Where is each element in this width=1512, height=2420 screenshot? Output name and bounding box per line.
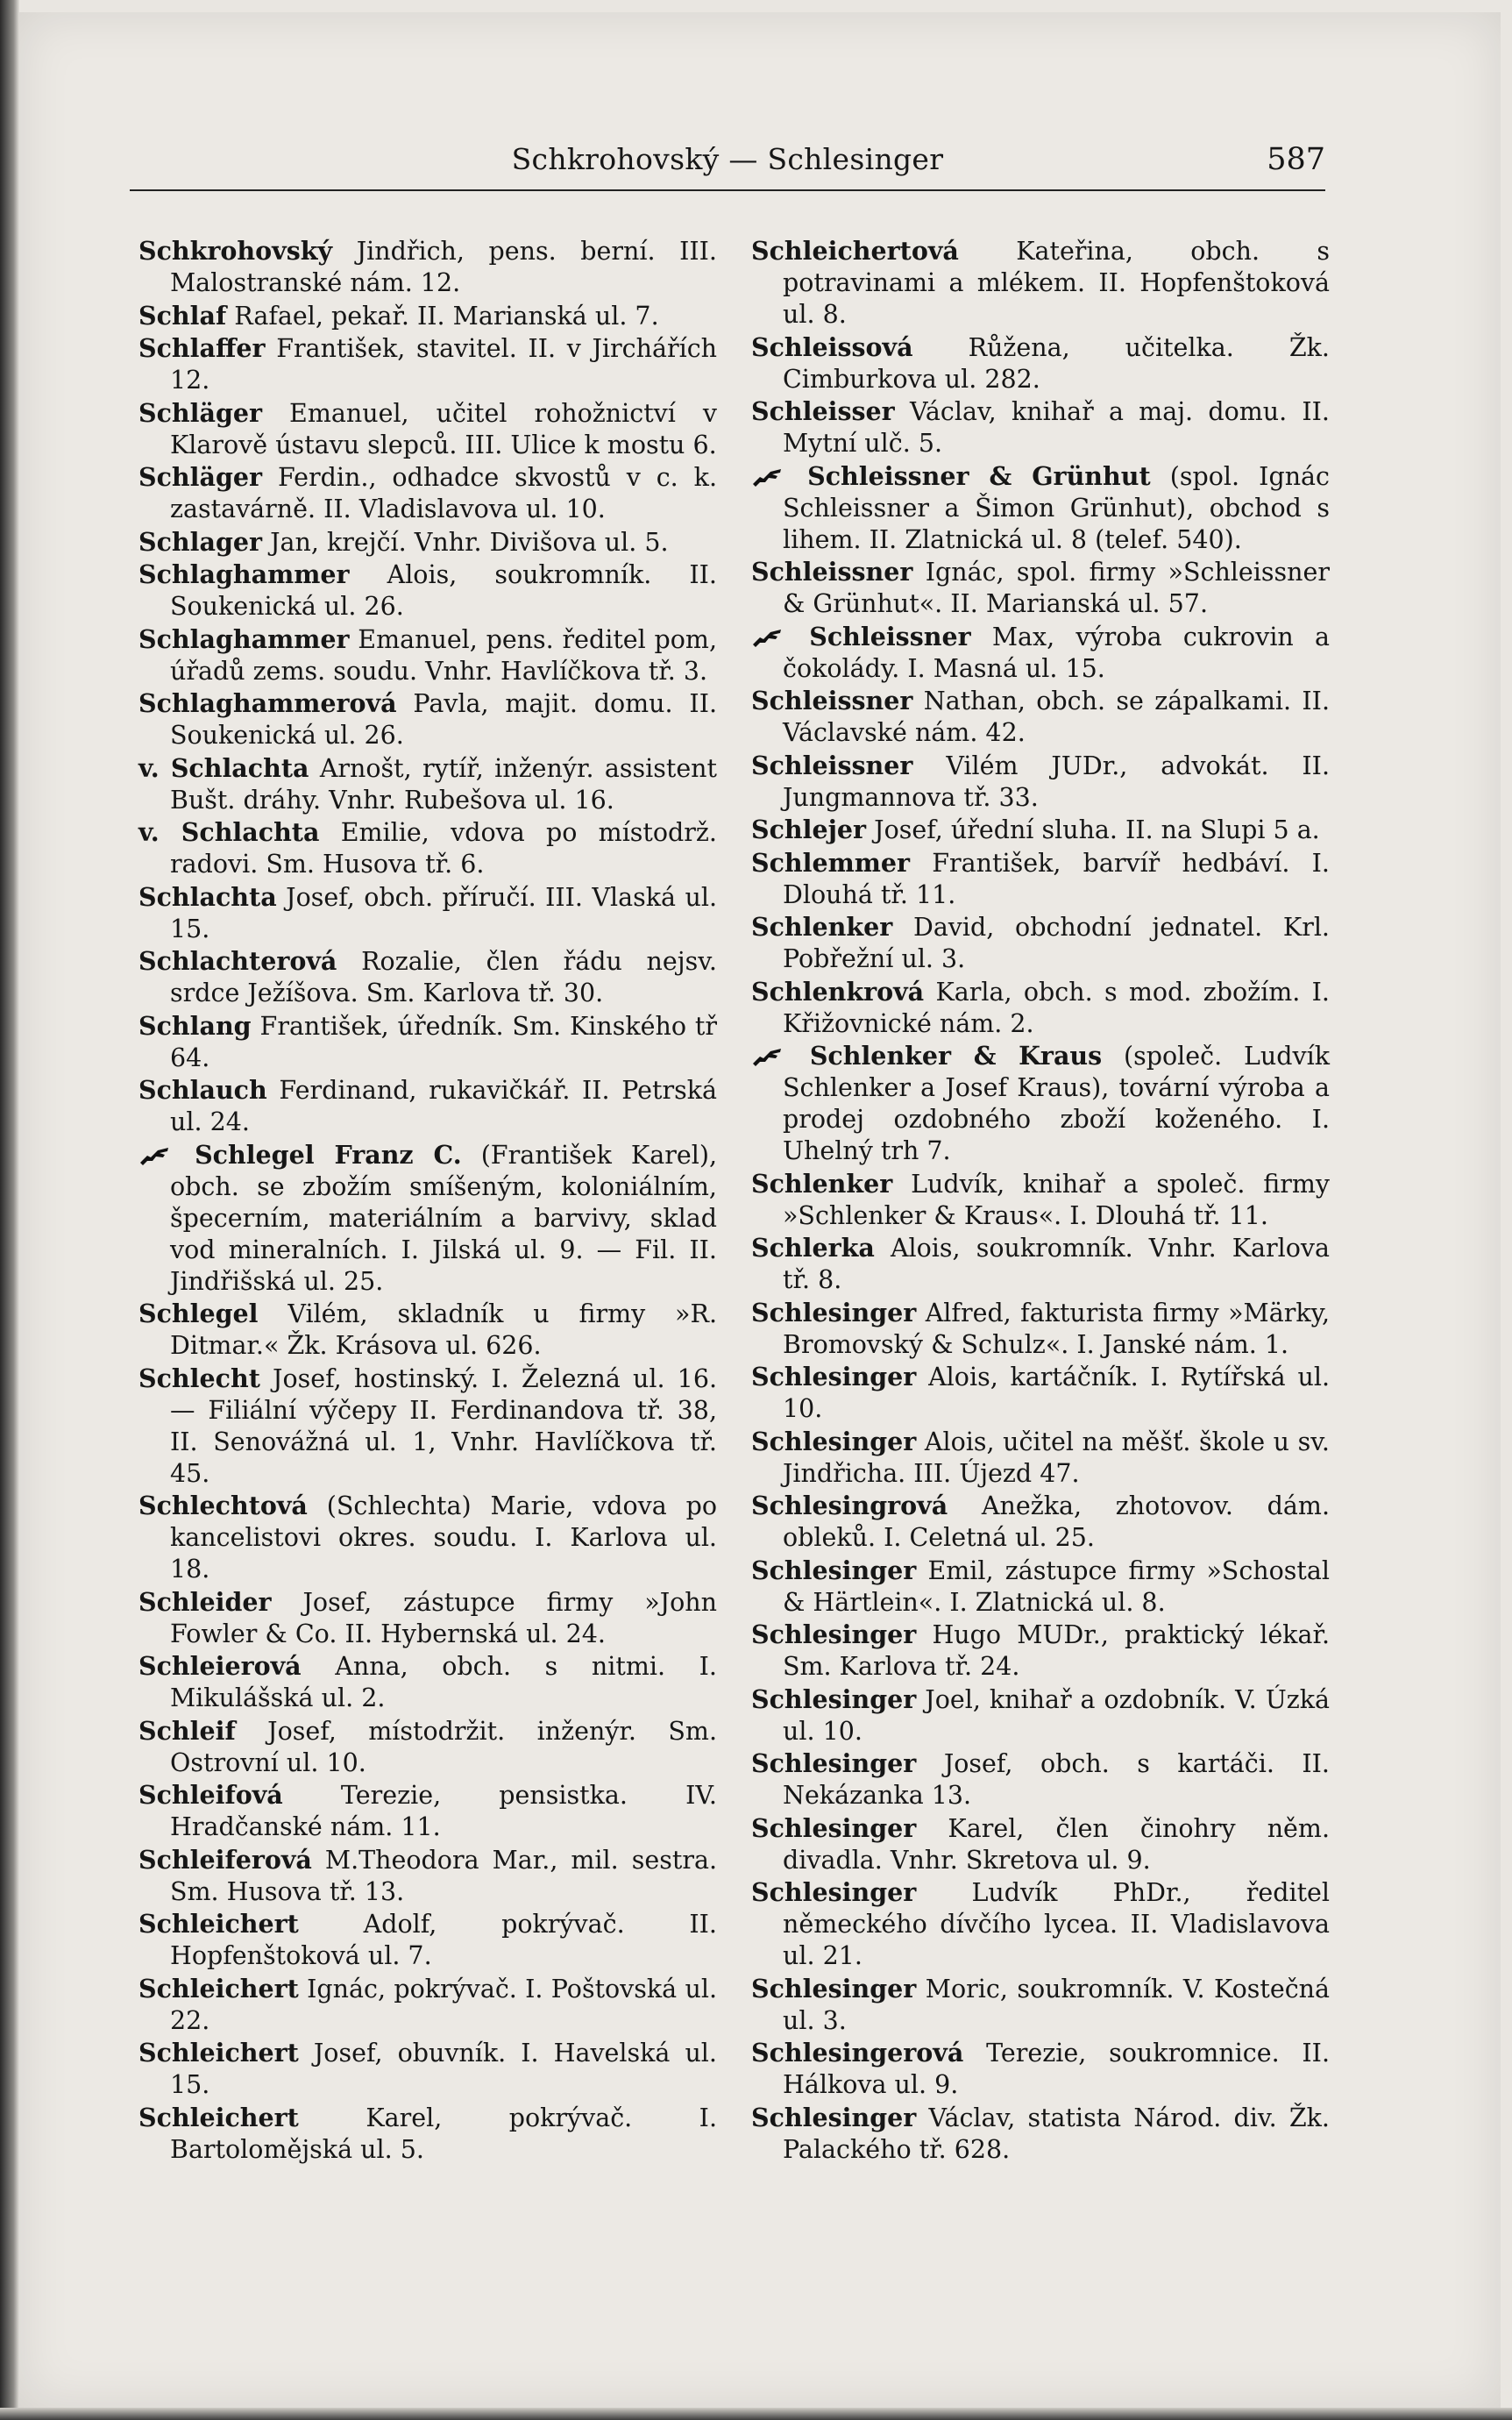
entry-details: Alois, učitel na měšť. škole u sv. Jindřicha. III. Újezd 47. xyxy=(783,1427,1330,1488)
entry-details: Ignác, spol. firmy »Schleissner & Grünhut«. II. Marianská ul. 57. xyxy=(783,558,1330,618)
entry-details: Ludvík, knihař a společ. firmy »Schlenker & Kraus«. I. Dlouhá tř. 11. xyxy=(783,1169,1330,1230)
directory-entry xyxy=(138,461,717,525)
directory-entry xyxy=(138,1715,717,1779)
entry-details: Emil, zástupce firmy »Schostal & Härtlein«. I. Zlatnická ul. 8. xyxy=(783,1555,1330,1617)
directory-entry xyxy=(751,556,1330,620)
entry-surname: Schleiferová xyxy=(138,1844,312,1875)
entry-surname: Schläger xyxy=(138,462,263,492)
entry-surname: Schlesinger xyxy=(751,2102,917,2132)
entry-details: Alfred, fakturista firmy »Märky, Bromovský & Schulz«. I. Janské nám. 1. xyxy=(783,1298,1331,1359)
directory-entry xyxy=(751,1426,1330,1490)
directory-entry xyxy=(138,623,717,687)
directory-entry xyxy=(751,847,1330,911)
entry-details: Růžena, učitelka. Žk. Cimburkova ul. 282. xyxy=(783,332,1330,394)
entry-details: Josef, obuvník. I. Havelská ul. 15. xyxy=(170,2039,717,2099)
entry-surname: Schlaghammerová xyxy=(138,688,397,718)
entry-surname: Schlemmer xyxy=(751,847,911,878)
directory-entry xyxy=(751,976,1330,1040)
entry-details: Alois, soukromník. II. Soukenická ul. 26. xyxy=(170,560,717,621)
entry-surname: Schläger xyxy=(138,397,263,428)
entry-surname: Schlegel xyxy=(138,1299,259,1328)
entry-surname: Schleichert xyxy=(138,1973,299,2004)
directory-entry xyxy=(138,1844,717,1908)
entry-surname: Schlesinger xyxy=(751,1555,917,1585)
entry-details: Ludvík PhDr., ředitel německého dívčího lycea. II. Vladislavova ul. 21. xyxy=(783,1878,1330,1970)
entry-surname: Schleissová xyxy=(751,331,913,362)
directory-entry xyxy=(138,2102,717,2166)
entry-details: Kateřina, obch. s potravinami a mlékem. II. Hopfenštoková ul. 8. xyxy=(783,237,1330,329)
entry-surname: Schkrohovský xyxy=(138,236,333,266)
entry-details: (spol. Ignác Schleissner a Šimon Grünhut), obchod s lihem. II. Zlatnická ul. 8 (telef. 540). xyxy=(783,461,1330,554)
directory-entry xyxy=(138,1010,717,1074)
directory-entry xyxy=(138,881,717,945)
entry-surname: Schlesingerová xyxy=(751,2038,964,2068)
directory-entry xyxy=(138,752,717,816)
directory-entry xyxy=(751,1973,1330,2037)
entry-details: Ferdinand, rukavičkář. II. Petrská ul. 24. xyxy=(170,1076,718,1136)
entry-surname: Schleierová xyxy=(138,1651,302,1681)
entry-surname: Schlaghammer xyxy=(138,623,350,654)
directory-entry xyxy=(751,460,1330,556)
entry-details: Vilém, skladník u firmy »R. Ditmar.« Žk. Krásova ul. 626. xyxy=(170,1299,717,1360)
entry-surname: Schlerka xyxy=(751,1233,875,1263)
directory-entry xyxy=(751,1812,1330,1876)
directory-entry xyxy=(138,332,717,396)
header-title: Schkrohovský — Schlesinger xyxy=(511,142,944,176)
entry-surname: Schlesinger xyxy=(751,1812,917,1843)
entry-surname: Schleissner xyxy=(751,750,913,780)
entry-surname: v. Schlachta xyxy=(138,752,309,783)
entry-surname: Schlang xyxy=(138,1010,252,1041)
directory-entry xyxy=(138,2037,717,2101)
directory-entry xyxy=(138,397,717,461)
entry-details: Jindřich, pens. berní. III. Malostranské nám. 12. xyxy=(170,237,717,297)
entry-details: Karel, člen činohry něm. divadla. Vnhr. Skretova ul. 9. xyxy=(783,1813,1330,1875)
entry-surname: Schlenker xyxy=(751,1168,893,1199)
entry-surname: Schlenker xyxy=(751,912,893,942)
pointing-hand-icon xyxy=(751,627,783,648)
directory-entry xyxy=(751,2102,1330,2166)
entry-details: Emanuel, učitel rohožnictví v Klarově ústavu slepců. III. Ulice k mostu 6. xyxy=(170,398,717,459)
entry-details: Josef, místodržit. inženýr. Sm. Ostrovní ul. 10. xyxy=(170,1716,718,1777)
entry-details: Pavla, majit. domu. II. Soukenická ul. 26. xyxy=(170,689,718,750)
running-header xyxy=(130,140,1325,193)
entry-surname: Schleider xyxy=(138,1586,272,1617)
left-column xyxy=(138,235,717,2166)
entry-details: Karel, pokrývač. I. Bartolomějská ul. 5. xyxy=(170,2103,717,2164)
directory-entry xyxy=(751,1361,1330,1425)
directory-entry xyxy=(751,1747,1330,1811)
directory-entry xyxy=(751,1619,1330,1683)
entry-details: František, úředník. Sm. Kinského tř 64. xyxy=(170,1011,718,1072)
entry-surname: Schlegel Franz C. xyxy=(195,1139,462,1170)
entry-surname: Schlaghammer xyxy=(138,559,350,589)
directory-entry xyxy=(751,1168,1330,1232)
entry-details: David, obchodní jednatel. Krl. Pobřežní ul. 3. xyxy=(783,913,1330,973)
directory-entry xyxy=(751,395,1330,459)
entry-details: Rozalie, člen řádu nejsv. srdce Ježíšova. Sm. Karlova tř. 30. xyxy=(170,947,717,1007)
entry-surname: Schlaffer xyxy=(138,333,266,363)
entry-surname: Schlesinger xyxy=(751,1973,917,2004)
directory-entry xyxy=(751,1490,1330,1554)
directory-entry xyxy=(751,331,1330,395)
entry-surname: Schlesinger xyxy=(751,1683,917,1714)
entry-surname: Schlesinger xyxy=(751,1297,917,1327)
entry-details: Josef, zástupce firmy »John Fowler & Co. II. Hybernská ul. 24. xyxy=(170,1587,717,1648)
entry-details: Rafael, pekař. II. Marianská ul. 7. xyxy=(234,301,659,331)
entry-details: Josef, obch. s kartáči. II. Nekázanka 13. xyxy=(783,1749,1330,1810)
entry-details: Václav, statista Národ. div. Žk. Palackého tř. 628. xyxy=(783,2103,1330,2164)
directory-entry xyxy=(138,1298,717,1362)
entry-details: Anežka, zhotovov. dám. obleků. I. Celetná ul. 25. xyxy=(783,1491,1331,1552)
right-column xyxy=(751,235,1330,2166)
entry-surname: Schleichert xyxy=(138,2038,299,2068)
entry-surname: Schleissner xyxy=(809,621,971,651)
entry-surname: Schleifová xyxy=(138,1780,283,1810)
directory-entry xyxy=(138,300,717,332)
entry-details: Hugo MUDr., praktický lékař. Sm. Karlova tř. 24. xyxy=(783,1620,1330,1681)
entry-surname: Schleichert xyxy=(138,2102,299,2132)
entry-details: Moric, soukromník. V. Kostečná ul. 3. xyxy=(783,1974,1330,2035)
directory-entry xyxy=(751,911,1330,975)
entry-surname: Schlejer xyxy=(751,815,867,844)
directory-entry xyxy=(138,1490,717,1585)
entry-surname: Schlenkrová xyxy=(751,976,925,1007)
pointing-hand-icon xyxy=(751,466,783,488)
directory-entry xyxy=(138,559,717,623)
entry-details: František, stavitel. II. v Jirchářích 12. xyxy=(170,334,718,395)
entry-details: Joel, knihař a ozdobník. V. Úzká ul. 10. xyxy=(783,1684,1330,1746)
entry-surname: v. Schlachta xyxy=(138,817,320,847)
entry-details: Alois, kartáčník. I. Rytířská ul. 10. xyxy=(783,1363,1330,1423)
directory-entry xyxy=(138,235,717,299)
directory-entry xyxy=(138,526,717,559)
entry-details: (Schlechta) Marie, vdova po kancelistovi okres. soudu. I. Karlova ul. 18. xyxy=(170,1491,718,1584)
directory-entry xyxy=(751,750,1330,814)
entry-details: Anna, obch. s nitmi. I. Mikulášská ul. 2. xyxy=(170,1652,717,1712)
entry-surname: Schlesinger xyxy=(751,1362,917,1392)
entry-surname: Schleif xyxy=(138,1715,236,1746)
entry-surname: Schleissner & Grünhut xyxy=(807,460,1151,491)
entry-details: Adolf, pokrývač. II. Hopfenštoková ul. 7. xyxy=(170,1910,717,1970)
entry-details: Jan, krejčí. Vnhr. Divišova ul. 5. xyxy=(270,527,669,557)
directory-entry xyxy=(138,1779,717,1843)
entry-details: František, barvíř hedbáví. I. Dlouhá tř. 11. xyxy=(783,848,1330,909)
entry-surname: Schlechtová xyxy=(138,1491,308,1520)
directory-entry xyxy=(751,1683,1330,1747)
pointing-hand-icon xyxy=(751,1046,783,1067)
directory-entry xyxy=(138,1973,717,2037)
entry-details: (František Karel), obch. se zbožím smíšeným, koloniálním, špecerním, materiálním a barvivy, sklad vod mineralních. I. Jilská ul. 9. — Fil. II. Jindřišská ul. 25. xyxy=(170,1140,718,1296)
entry-surname: Schlager xyxy=(138,526,263,557)
entry-surname: Schleisser xyxy=(751,396,895,426)
entry-details: Václav, knihař a maj. domu. II. Mytní ulč. 5. xyxy=(783,397,1330,458)
directory-entry xyxy=(751,1297,1330,1361)
entry-surname: Schlaf xyxy=(138,300,227,331)
entry-details: Ferdin., odhadce skvostů v c. k. zastavárně. II. Vladislavova ul. 10. xyxy=(170,463,718,523)
entry-surname: Schlachta xyxy=(138,881,277,912)
directory-entry xyxy=(751,1040,1330,1167)
pointing-hand-icon xyxy=(138,1145,170,1166)
entry-details: M.Theodora Mar., mil. sestra. Sm. Husova tř. 13. xyxy=(170,1845,717,1906)
directory-entry xyxy=(138,816,717,880)
entry-surname: Schlesinger xyxy=(751,1877,917,1907)
entry-surname: Schleichertová xyxy=(751,236,959,266)
entry-details: Nathan, obch. se zápalkami. II. Václavské nám. 42. xyxy=(783,687,1330,747)
entry-details: Max, výroba cukrovin a čokolády. I. Masná ul. 15. xyxy=(783,622,1331,683)
entry-surname: Schlesingrová xyxy=(751,1491,948,1520)
entry-surname: Schlenker & Kraus xyxy=(809,1041,1103,1071)
directory-entry xyxy=(138,687,717,751)
entry-details: Ignác, pokrývač. I. Poštovská ul. 22. xyxy=(170,1974,717,2035)
directory-entry xyxy=(138,945,717,1009)
entry-surname: Schlesinger xyxy=(751,1748,917,1778)
page-number: 587 xyxy=(1267,142,1325,177)
entry-details: Emanuel, pens. ředitel pom, úřadů zems. soudu. Vnhr. Havlíčkova tř. 3. xyxy=(170,624,718,686)
page-bottom-edge xyxy=(0,2408,1512,2420)
entry-details: (společ. Ludvík Schlenker a Josef Kraus), tovární výroba a prodej ozdobného zboží koženého. I. Uhelný trh 7. xyxy=(783,1042,1330,1165)
directory-entry xyxy=(138,1363,717,1490)
entry-surname: Schlecht xyxy=(138,1363,260,1393)
entry-surname: Schlesinger xyxy=(751,1619,917,1649)
directory-entry xyxy=(751,685,1330,749)
directory-entry xyxy=(751,1876,1330,1972)
entry-surname: Schleissner xyxy=(751,557,913,587)
entry-details: Arnošt, rytíř, inženýr. assistent Bušt. dráhy. Vnhr. Rubešova ul. 16. xyxy=(170,753,717,815)
entry-details: Josef, obch. příručí. III. Vlaská ul. 15. xyxy=(170,882,718,943)
entry-details: Josef, hostinský. I. Železná ul. 16. — Filiální výčepy II. Ferdinandova tř. 38, II. Senovážná ul. 1, Vnhr. Havlíčkova tř. 45. xyxy=(170,1363,718,1488)
directory-entry xyxy=(751,2037,1330,2101)
directory-entry xyxy=(751,1555,1330,1619)
directory-entry xyxy=(751,814,1330,846)
header-rule xyxy=(130,189,1325,191)
directory-entry xyxy=(138,1908,717,1972)
directory-entry xyxy=(751,235,1330,331)
entry-surname: Schlachterová xyxy=(138,946,337,976)
directory-entry xyxy=(138,1586,717,1650)
entry-details: Josef, úřední sluha. II. na Slupi 5 a. xyxy=(874,815,1320,844)
directory-entry xyxy=(138,1650,717,1714)
directory-entry xyxy=(751,621,1330,685)
entry-details: Karla, obch. s mod. zbožím. I. Křižovnické nám. 2. xyxy=(783,977,1330,1038)
entry-details: Vilém JUDr., advokát. II. Jungmannova tř. 33. xyxy=(783,751,1330,812)
directory-entry xyxy=(138,1139,717,1298)
entry-details: Terezie, soukromnice. II. Hálkova ul. 9. xyxy=(783,2039,1331,2099)
page-edge-shadow xyxy=(0,0,19,2420)
entry-surname: Schlesinger xyxy=(751,1426,917,1456)
entry-details: Terezie, pensistka. IV. Hradčanské nám. 11. xyxy=(170,1781,717,1841)
entry-surname: Schlauch xyxy=(138,1075,267,1105)
entry-details: Alois, soukromník. Vnhr. Karlova tř. 8. xyxy=(783,1234,1331,1294)
entry-surname: Schleichert xyxy=(138,1909,299,1939)
directory-entry xyxy=(138,1074,717,1138)
entry-details: Emilie, vdova po místodrž. radovi. Sm. Husova tř. 6. xyxy=(170,818,717,879)
entry-surname: Schleissner xyxy=(751,686,913,715)
directory-entry xyxy=(751,1232,1330,1296)
